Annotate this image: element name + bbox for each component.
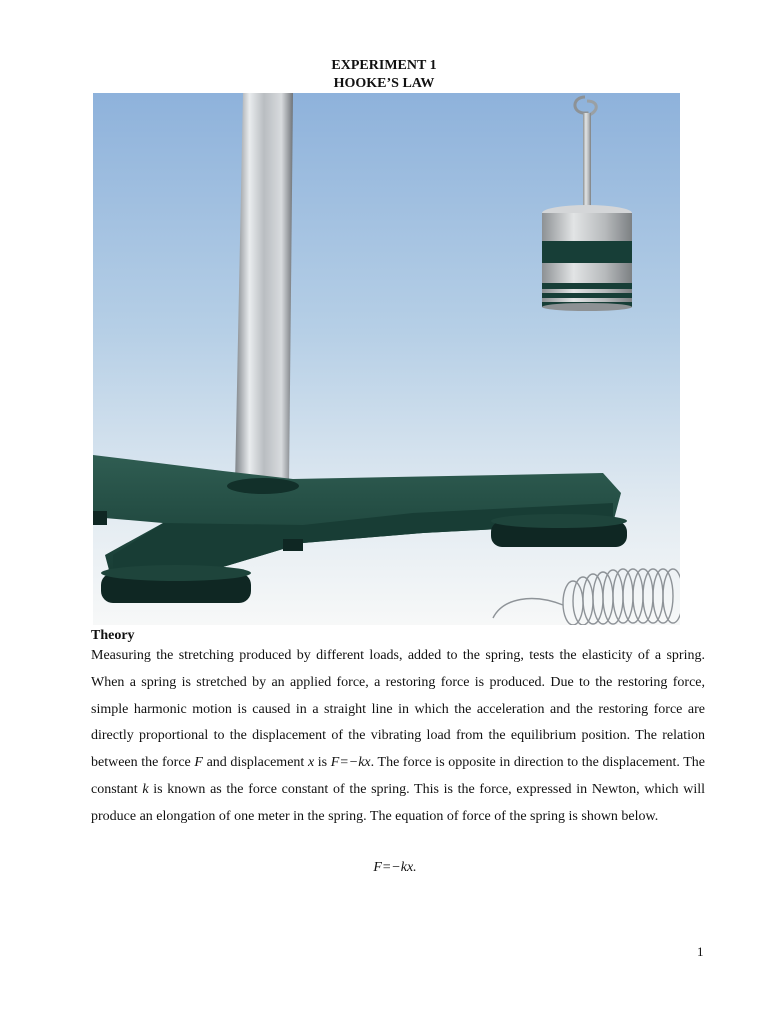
experiment-number: EXPERIMENT 1 — [331, 58, 437, 73]
paragraph-text: is — [314, 755, 331, 771]
title-block — [0, 57, 768, 93]
math-variable: F=−kx — [330, 755, 371, 771]
theory-paragraph — [91, 643, 705, 831]
experiment-title: HOOKE’S LAW — [333, 76, 435, 91]
math-variable: F — [194, 755, 203, 771]
apparatus-illustration — [93, 93, 680, 625]
paragraph-text: Measuring the stretching produced by different loads, added to the spring, tests the elasticity of a spring. When a spring is stretched by an applied force, a restoring force is produced. Due to the restoring force, simple harmonic motion is caused in a straight line in which the acceleration and the restoring force are directly proportional to the displacement of the vibrating load from the equilibrium position. The relation between the force — [91, 648, 705, 771]
page-number: 1 — [697, 944, 704, 959]
paragraph-text: and displacement — [202, 755, 308, 771]
stand-rod — [235, 93, 293, 485]
paragraph-text: is known as the force constant of the spring. This is the force, expressed in Newton, which will produce an elongation of one meter in the spring. The equation of force of the spring is shown below. — [91, 781, 706, 824]
section-heading-theory: Theory — [91, 628, 135, 643]
math-variable: k — [142, 781, 149, 797]
paragraph-text: . The force is opposite in direction to the displacement. The constant — [91, 755, 706, 797]
math-variable: x — [307, 755, 315, 771]
hookes-law-formula: F=−kx. — [373, 860, 417, 875]
apparatus-photo — [93, 93, 680, 625]
